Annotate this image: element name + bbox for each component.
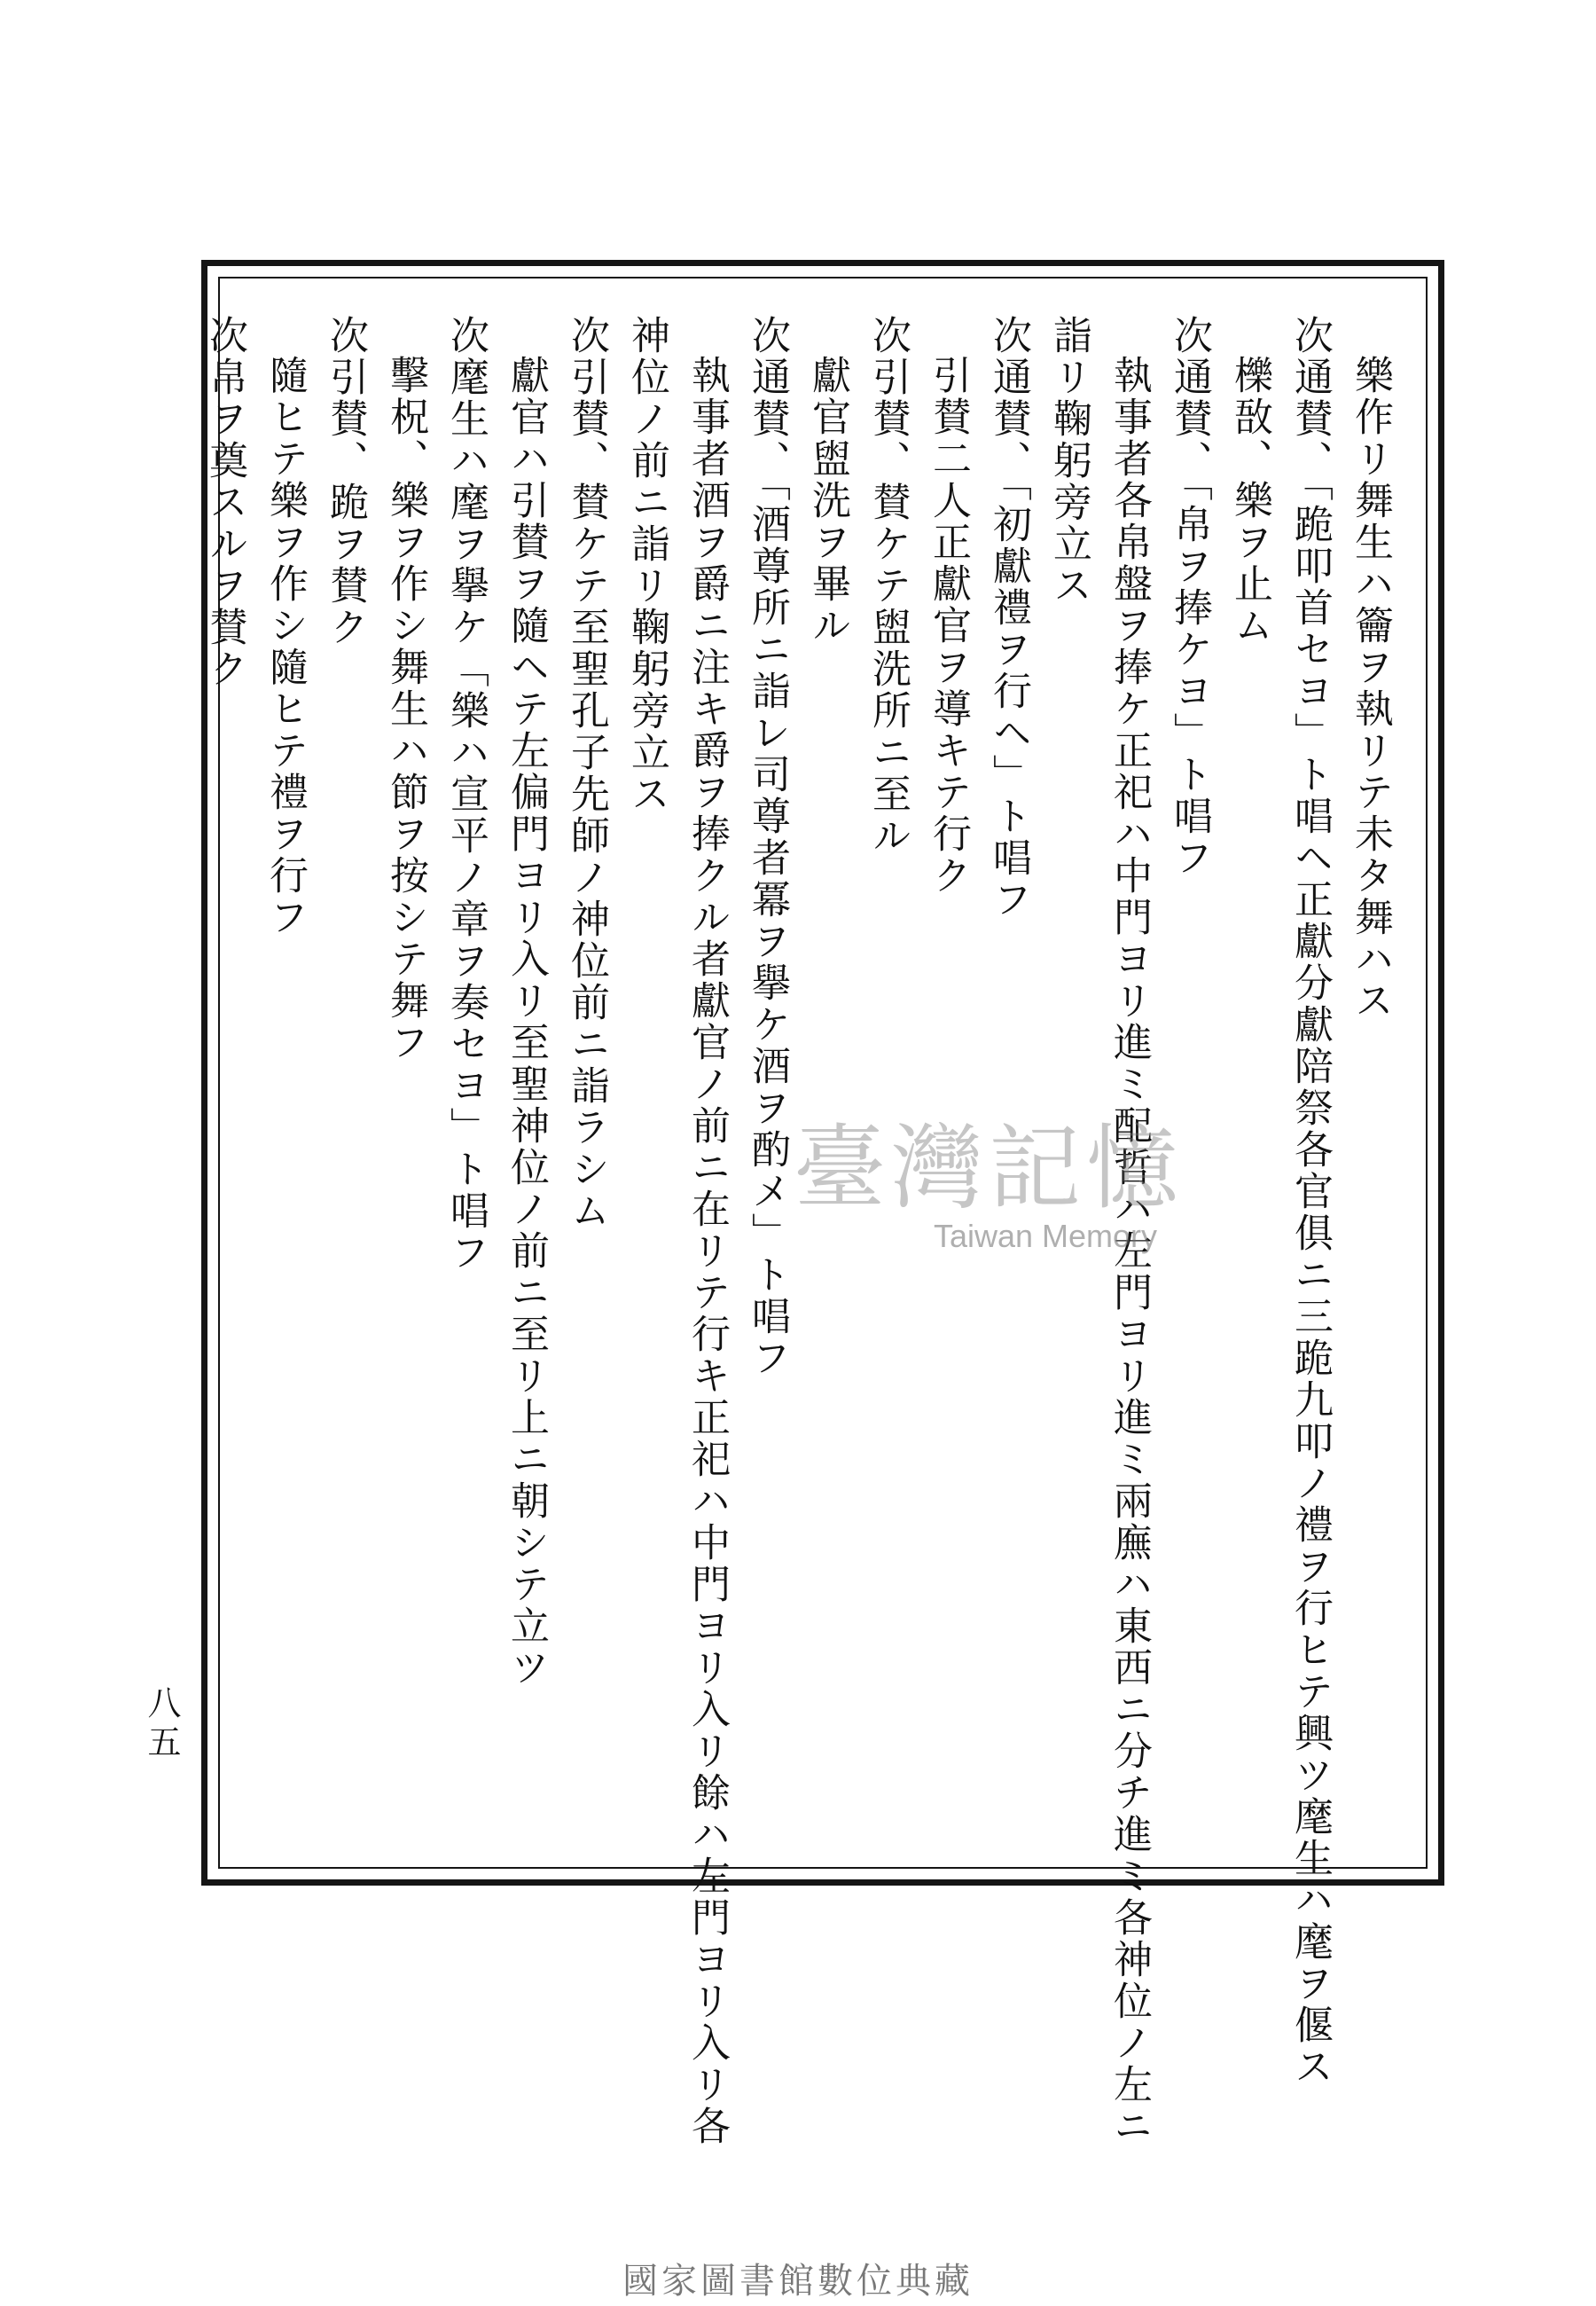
text-column: 次通賛、「初獻禮ヲ行ヘ」ト唱フ: [986, 315, 1031, 921]
footer-credit: 國家圖書館數位典藏: [622, 2261, 974, 2302]
text-column: 執事者酒ヲ爵ニ注キ爵ヲ捧クル者獻官ノ前ニ在リテ行キ正祀ハ中門ヨリ入リ餘ハ左門ヨリ入リ各: [685, 355, 730, 2147]
text-column: 引賛二人正獻官ヲ導キテ行ク: [926, 355, 971, 897]
text-column: 擊柷、樂ヲ作シ舞生ハ節ヲ按シテ舞フ: [383, 355, 428, 1063]
text-column: 詣リ鞠躬旁立ス: [1046, 315, 1091, 607]
text-column: 次引賛、賛ケテ盥洗所ニ至ル: [865, 315, 911, 857]
text-column: 次麾生ハ麾ヲ擧ケ「樂ハ宣平ノ章ヲ奏セヨ」ト唱フ: [443, 315, 489, 1274]
watermark: [794, 1114, 1185, 1255]
text-column: 神位ノ前ニ詣リ鞠躬旁立ス: [624, 315, 669, 815]
text-column: 櫟敔、樂ヲ止ム: [1227, 355, 1272, 647]
text-column: 次引賛、跪ヲ賛ク: [323, 315, 368, 648]
text-column: 獻官盥洗ヲ畢ル: [805, 355, 850, 647]
text-column: 執事者各帛盤ヲ捧ケ正祀ハ中門ヨリ進ミ配哲ハ左門ヨリ進ミ兩廡ハ東西ニ分チ進ミ各神位ノ左ニ: [1107, 355, 1152, 2147]
text-column: 次通賛、「跪叩首セヨ」ト唱ヘ正獻分獻陪祭各官俱ニ三跪九叩ノ禮ヲ行ヒテ興ツ麾生ハ麾ヲ偃ス: [1287, 315, 1333, 2088]
watermark-label: Taiwan Memory: [933, 1218, 1158, 1254]
text-column: 樂作リ舞生ハ籥ヲ執リテ未タ舞ハス: [1348, 355, 1393, 1022]
text-column: 獻官ハ引賛ヲ隨ヘテ左偏門ヨリ入リ至聖神位ノ前ニ至リ上ニ朝シテ立ツ: [504, 355, 549, 1689]
text-column: 次通賛、「酒尊所ニ詣レ司尊者冪ヲ擧ケ酒ヲ酌メ」ト唱フ: [745, 315, 790, 1379]
page-number: 八五: [142, 1685, 181, 1763]
text-column: 次通賛、「帛ヲ捧ケヨ」ト唱フ: [1167, 315, 1212, 879]
watermark-text: 臺灣記憶: [794, 1114, 1185, 1222]
text-body: [202, 315, 1414, 2147]
text-column: 次引賛、賛ケテ至聖孔子先師ノ神位前ニ詣ラシム: [564, 315, 609, 1232]
text-column: 隨ヒテ樂ヲ作シ隨ヒテ禮ヲ行フ: [262, 355, 308, 938]
text-column: 次帛ヲ奠スルヲ賛ク: [202, 315, 247, 690]
